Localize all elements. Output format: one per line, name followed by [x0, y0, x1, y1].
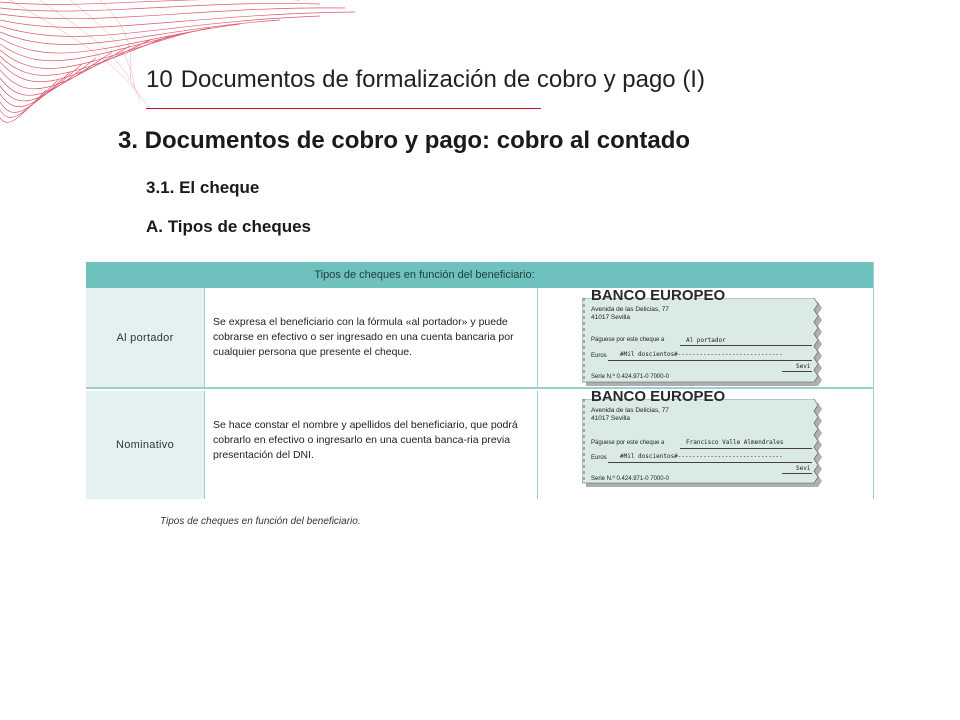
check-image-cell — [538, 288, 874, 387]
bank-address-line: Avenida de las Delicias, 77 — [591, 407, 669, 414]
check-types-table — [86, 262, 874, 499]
check-image-cell — [538, 391, 874, 499]
payee-label: Páguese por este cheque a — [591, 440, 665, 446]
place-line — [782, 473, 812, 474]
table-row — [86, 391, 874, 499]
chapter-title: Documentos de formalización de cobro y pago (I) — [180, 66, 705, 93]
payee-line — [680, 448, 812, 449]
payee-line — [680, 345, 812, 346]
chapter-heading — [146, 66, 705, 94]
table-header: Tipos de cheques en función del beneficiario: — [86, 262, 873, 288]
amount-label: Euros — [591, 353, 607, 359]
payee-value: Francisco Valle Almendrales — [686, 439, 784, 446]
subsubsection-title: A. Tipos de cheques — [146, 217, 312, 236]
amount-value: #Mil doscientos#----------------------------- — [620, 351, 783, 358]
bank-address-line: 41017 Sevilla — [591, 314, 631, 321]
amount-line — [608, 360, 812, 361]
bank-address — [591, 306, 669, 322]
bank-name: BANCO EUROPEO — [591, 288, 726, 304]
amount-line — [608, 462, 812, 463]
table-row — [86, 288, 874, 389]
place-line — [782, 371, 812, 372]
decorative-ribbon — [0, 0, 360, 130]
row-label: Al portador — [86, 288, 204, 387]
nominative-check-image — [582, 391, 828, 489]
row-label: Nominativo — [86, 391, 204, 499]
row-description: Se hace constar el nombre y apellidos del beneficiario, que podrá cobrarlo en efectivo o ingresarlo en una cuenta banca-ria previa presentación del DNI. — [204, 391, 538, 499]
chapter-divider — [146, 108, 541, 109]
place-value: Sevi — [796, 363, 811, 370]
payee-value: Al portador — [686, 337, 726, 344]
bank-address — [591, 407, 669, 423]
check-serial: Serie N.º 0.424.971-0 7000-0 — [591, 476, 669, 482]
bank-name: BANCO EUROPEO — [591, 391, 726, 405]
check-serial: Serie N.º 0.424.971-0 7000-0 — [591, 374, 669, 380]
section-title: 3. Documentos de cobro y pago: cobro al contado — [118, 127, 691, 154]
bearer-check-image — [582, 288, 828, 387]
payee-label: Páguese por este cheque a — [591, 337, 665, 343]
subsection-title: 3.1. El cheque — [146, 178, 260, 197]
bank-address-line: Avenida de las Delicias, 77 — [591, 306, 669, 313]
bank-address-line: 41017 Sevilla — [591, 415, 631, 422]
row-description: Se expresa el beneficiario con la fórmula «al portador» y puede cobrarse en efectivo o ser ingresado en una cuenta bancaria por cualquier persona que presente el cheque. — [204, 288, 538, 387]
place-value: Sevi — [796, 465, 811, 472]
figure-caption: Tipos de cheques en función del beneficiario. — [160, 516, 361, 527]
amount-value: #Mil doscientos#----------------------------- — [620, 453, 783, 460]
amount-label: Euros — [591, 455, 607, 461]
chapter-number: 10 — [146, 66, 173, 93]
